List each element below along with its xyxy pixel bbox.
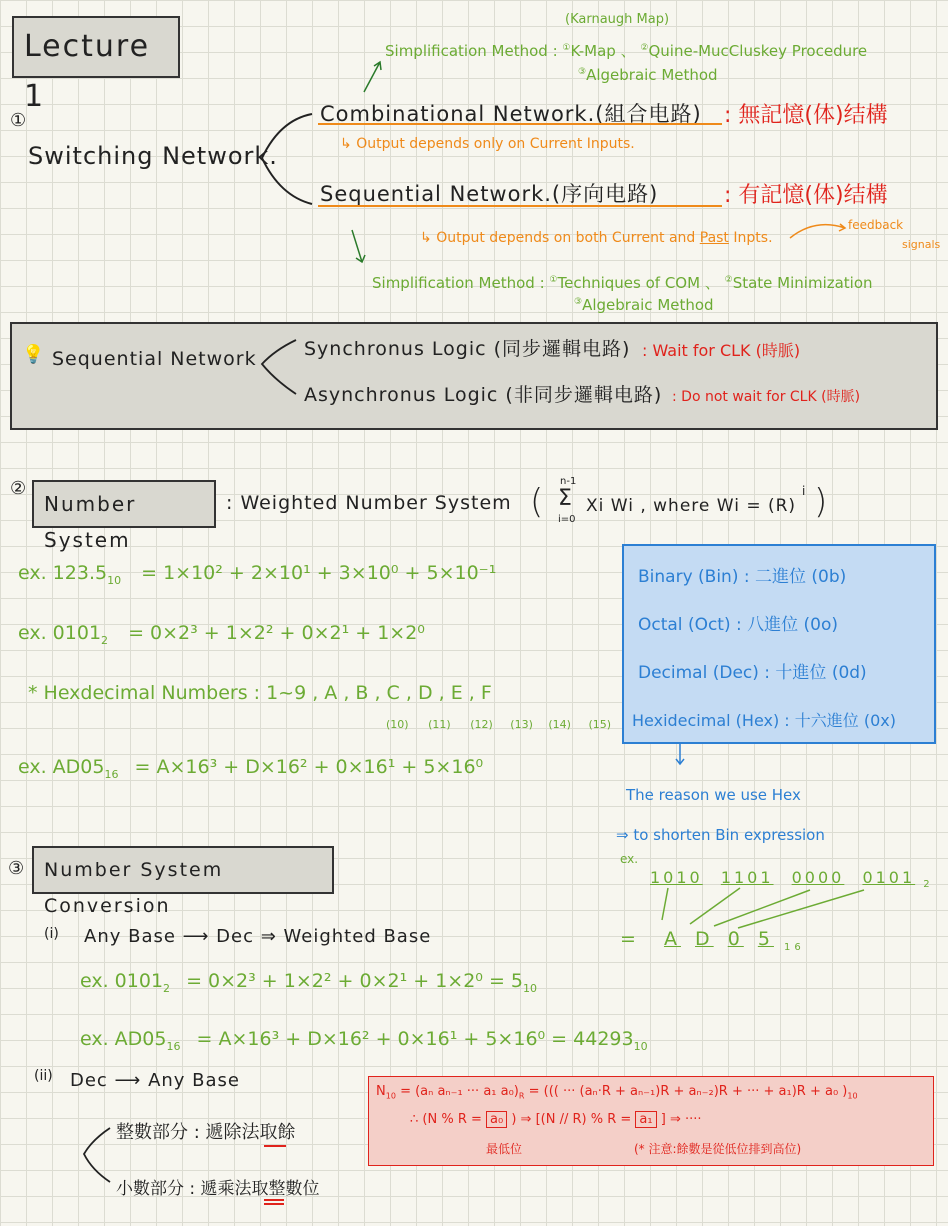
section1-number: ① [10,110,27,131]
simp-top-m1: K-Map [570,42,616,60]
combinational-network-label: Combinational Network.(組合电路) [320,102,702,126]
hex-result-sub: 16 [783,941,805,953]
signals-label: signals [902,238,941,251]
sum-bottom: i=0 [558,514,576,525]
combinational-note-text: Output depends only on Current Inputs. [356,136,635,152]
simp-top-m3: Algebraic Method [586,66,718,84]
i-ex2-rhs: = A×16³ + D×16² + 0×16¹ + 5×16⁰ = 44293 [196,1028,634,1050]
binary-group: 0000 [791,868,845,887]
simp-bot-m3-mark: ③ [574,297,583,307]
formula-horner-sub: 10 [847,1091,858,1101]
base-row-octal: Octal (Oct) : 八進位 (0o) [638,615,839,635]
async-logic-label: Asynchronus Logic (非同步邏輯电路) [304,384,663,406]
i-ex1-rhs: = 0×2³ + 1×2² + 0×2¹ + 1×2⁰ = 5 [186,970,523,992]
hex-value: (13) [510,718,533,731]
karnaugh-note: (Karnaugh Map) [565,12,670,27]
ii-label: (ii) [34,1068,53,1084]
simp-top-prefix: Simplification Method : [385,42,558,60]
simp-bot-m1-mark: ① [549,275,558,285]
sync-logic-desc: : Wait for CLK (時脈) [642,341,801,360]
simp-bot-prefix: Simplification Method : [372,274,545,292]
hex-result-eq: = [620,928,640,950]
hex-digit: A [663,928,681,950]
hex-digit: 0 [727,928,744,950]
formula-box-a0: a₀ [486,1111,507,1128]
hex-digit: D [695,928,714,950]
ex2-sub: 2 [101,633,109,647]
hex-value: (11) [428,718,451,731]
sequential-note-prefix: Output depends on both Current and [436,230,696,246]
i-ex1-sub: 2 [163,981,171,995]
ex2-lhs: ex. 0101 [18,622,102,644]
hex-reason-line2: ⇒ to shorten Bin expression [616,826,825,844]
formula-box-a1: a₁ [635,1111,656,1128]
simp-bot-m2: State Minimization [732,274,873,292]
conversion-title: Number System Conversion [32,846,334,894]
formula-step2-end: ] ⇒ ···· [660,1112,702,1127]
simp-bot-sep: 、 [704,274,720,292]
section3-number: ③ [8,858,25,879]
simp-bot-m1: Techniques of COM [557,274,701,292]
binary-group: 0101 [862,868,916,887]
formula-note: (* 注意:餘數是從低位排到高位) [634,1142,802,1156]
ex1-sub: 10 [107,573,122,587]
formula-n-sub: 10 [385,1091,396,1101]
hex-value: (10) [386,718,409,731]
i-text: Any Base ⟶ Dec ⇒ Weighted Base [84,926,432,947]
lecture-title: Lecture 1 [12,16,180,78]
hex-value: (12) [470,718,493,731]
number-system-title: Number System [32,480,216,528]
return-arrow-icon: ↳ [340,136,357,152]
sum-top: n-1 [560,476,577,487]
simp-top-m1-mark: ① [562,43,571,53]
seq-box-title: Sequential Network [52,348,257,370]
ex1-rhs: = 1×10² + 2×10¹ + 3×10⁰ + 5×10⁻¹ [141,562,497,584]
i-ex1-lhs: ex. 0101 [80,970,164,992]
sum-symbol: Σ [558,486,572,511]
sync-logic-label: Synchronus Logic (同步邏輯电路) [304,338,631,360]
lightbulb-icon: 💡 [22,344,45,365]
simp-bot-m3: Algebraic Method [582,296,714,314]
sum-close-paren: ) [814,482,828,522]
sum-exponent: i [802,484,806,498]
binary-sub: 2 [923,879,933,891]
return-arrow-icon: ↳ [420,230,437,246]
simp-bot-m2-mark: ② [724,275,733,285]
integer-part: 整數部分 : 遞除法取餘 [116,1122,296,1143]
formula-step1: ∴ (N % R = [410,1112,482,1127]
hex-reason-line1: The reason we use Hex [626,786,801,804]
simp-top-m3-mark: ③ [578,67,587,77]
ii-text: Dec ⟶ Any Base [70,1070,241,1091]
formula-lowest: 最低位 [486,1142,523,1156]
ex3-sub: 16 [104,767,119,781]
simp-top-m2-mark: ② [640,43,649,53]
feedback-label: feedback [848,218,904,232]
formula-step2: [(N // R) % R = [535,1112,632,1127]
async-logic-desc: : Do not wait for CLK (時脈) [672,389,861,405]
sum-body: Xi Wi , where Wi = (R) [586,496,797,516]
hex-digit: 5 [757,928,774,950]
formula-horner: = ((( ··· (aₙ·R + aₙ₋₁)R + aₙ₋₂)R + ··· + a₁)R + a₀ ) [528,1084,848,1099]
i-ex2-sub: 16 [166,1039,181,1053]
weighted-label: : Weighted Number System [226,492,512,514]
ex3-lhs: ex. AD05 [18,756,105,778]
ex2-rhs: = 0×2³ + 1×2² + 0×2¹ + 1×2⁰ [128,622,425,644]
hex-numbers: * Hexdecimal Numbers : 1~9 , A , B , C , D , E , F [28,682,492,704]
simp-top-sep: 、 [620,42,636,60]
formula-coeffs-sub: R [518,1091,525,1101]
sequential-network-label: Sequential Network.(序向电路) [320,182,659,206]
sequential-note-suffix: Inpts. [733,230,773,246]
combinational-desc: : 無記憶(体)结構 [724,103,888,128]
base-row-binary: Binary (Bin) : 二進位 (0b) [638,567,847,587]
switching-network-label: Switching Network. [28,142,278,170]
i-ex2-res-sub: 10 [633,1039,648,1053]
simp-top-m2: Quine-MucCluskey Procedure [648,42,868,60]
hex-value: (15) [588,718,612,731]
i-ex1-res-sub: 10 [523,981,537,995]
base-row-hex: Hexidecimal (Hex) : 十六進位 (0x) [632,711,897,730]
ex3-rhs: = A×16³ + D×16² + 0×16¹ + 5×16⁰ [134,756,484,778]
binary-group: 1010 [650,868,703,887]
formula-coeffs: = (aₙ aₙ₋₁ ··· a₁ a₀) [400,1084,519,1099]
fraction-part: 小數部分 : 遞乘法取整數位 [116,1179,320,1199]
i-label: (i) [44,926,59,942]
sum-open-paren: ( [530,482,544,522]
binary-group: 1101 [720,868,774,887]
formula-step1-end: ) ⇒ [511,1112,532,1127]
sequential-desc: : 有記憶(体)结構 [724,183,888,208]
formula-n: N [376,1084,386,1099]
sequential-note-past: Past [699,230,729,246]
i-ex2-lhs: ex. AD05 [80,1028,167,1050]
ex1-lhs: ex. 123.5 [18,562,108,584]
hex-value: (14) [548,718,571,731]
hex-ex-label: ex. [620,852,639,866]
section2-number: ② [10,478,27,499]
base-row-decimal: Decimal (Dec) : 十進位 (0d) [638,663,867,683]
